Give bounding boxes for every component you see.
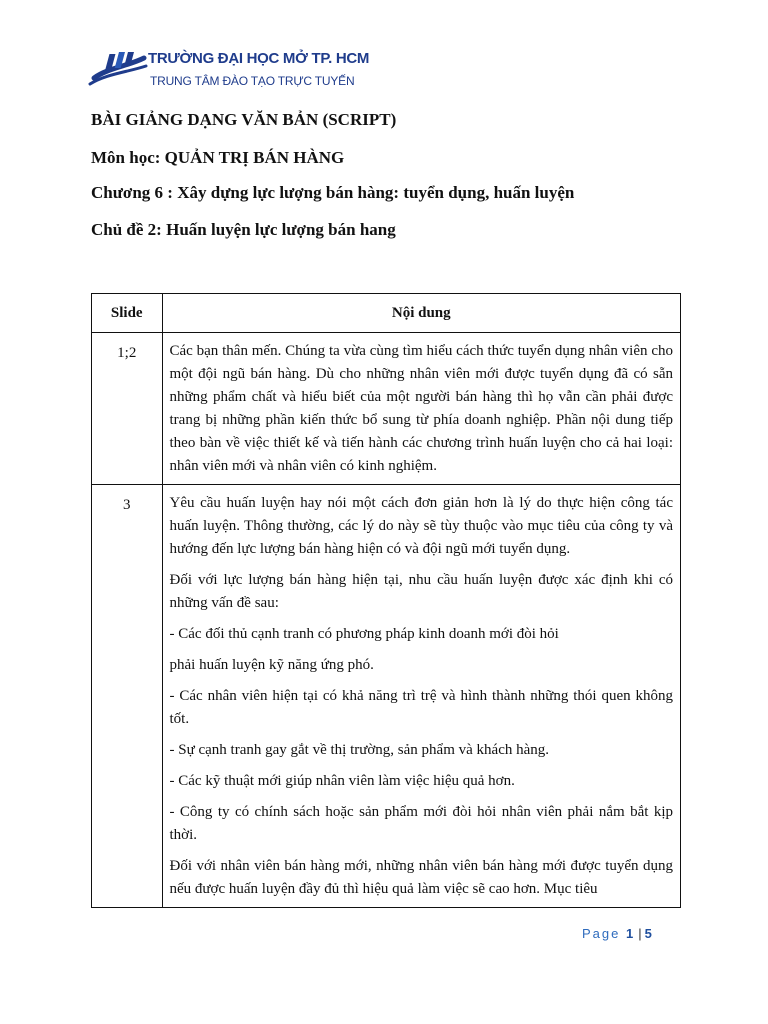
open-book-icon	[88, 52, 148, 92]
paragraph: Các bạn thân mến. Chúng ta vừa cùng tìm hiểu cách thức tuyển dụng nhân viên cho một đội ngũ bán hàng. Dù cho những nhân viên mới được tuyển dụng đã có sẵn những phẩm chất và hiểu biết của một người bán hàng thì họ vẫn cần phải được trang bị những phần kiến thức bổ sung từ phía doanh nghiệp. Phần nội dung tiếp theo bàn về việc thiết kế và tiến hành các chương trình huấn luyện cho cả hai loại: nhân viên mới và nhân viên có kinh nghiệm.	[169, 343, 673, 474]
slide-number: 3	[92, 485, 162, 908]
paragraph: - Sự cạnh tranh gay gắt về thị trường, sản phẩm và khách hàng.	[169, 742, 550, 758]
chapter-line: Chương 6 : Xây dựng lực lượng bán hàng: tuyển dụng, huấn luyện	[91, 183, 575, 202]
logo-title: TRƯỜNG ĐẠI HỌC MỞ TP. HCM	[148, 50, 370, 67]
paragraph: - Công ty có chính sách hoặc sản phẩm mới đòi hỏi nhân viên phải nắm bắt kịp thời.	[169, 804, 673, 843]
table-header-row	[92, 294, 680, 333]
table-row	[92, 333, 680, 485]
document-title: BÀI GIẢNG DẠNG VĂN BẢN (SCRIPT)	[91, 110, 397, 129]
script-table	[91, 293, 681, 908]
page-total: 5	[644, 926, 654, 941]
slide-number: 1;2	[92, 333, 162, 485]
paragraph: - Các kỹ thuật mới giúp nhân viên làm việc hiệu quả hơn.	[169, 773, 515, 789]
header-content: Nội dung	[162, 294, 680, 333]
topic-line: Chủ đề 2: Huấn luyện lực lượng bán hang	[91, 220, 396, 239]
paragraph: Yêu cầu huấn luyện hay nói một cách đơn giản hơn là lý do thực hiện công tác huấn luyện. Thông thường, các lý do này sẽ tùy thuộc vào mục tiêu của công ty và hướng đến lực lượng bán hàng hiện có và đội ngũ mới tuyển dụng.	[169, 495, 673, 557]
paragraph: Đối với nhân viên bán hàng mới, những nhân viên bán hàng mới được tuyển dụng nếu được huấn luyện đầy đủ thì hiệu quả làm việc sẽ cao hơn. Mục tiêu	[169, 858, 673, 897]
paragraph: - Các đối thủ cạnh tranh có phương pháp kinh doanh mới đòi hỏi	[169, 626, 559, 642]
page-footer	[582, 926, 654, 941]
subject-line: Môn học: QUẢN TRỊ BÁN HÀNG	[91, 148, 345, 167]
slide-content	[162, 485, 680, 908]
logo-subtitle: TRUNG TÂM ĐÀO TẠO TRỰC TUYẾN	[150, 74, 355, 88]
slide-content	[162, 333, 680, 485]
paragraph: Đối với lực lượng bán hàng hiện tại, nhu cầu huấn luyện được xác định khi có những vấn đề sau:	[169, 572, 673, 611]
table-row	[92, 485, 680, 908]
paragraph: phải huấn luyện kỹ năng ứng phó.	[169, 657, 374, 673]
header-slide: Slide	[92, 294, 162, 333]
paragraph: - Các nhân viên hiện tại có khả năng trì trệ và hình thành những thói quen không tốt.	[169, 688, 673, 727]
page-word: Page	[582, 926, 621, 941]
page-number: 1	[626, 926, 636, 941]
page-separator: |	[638, 926, 642, 941]
university-logo	[88, 44, 370, 100]
